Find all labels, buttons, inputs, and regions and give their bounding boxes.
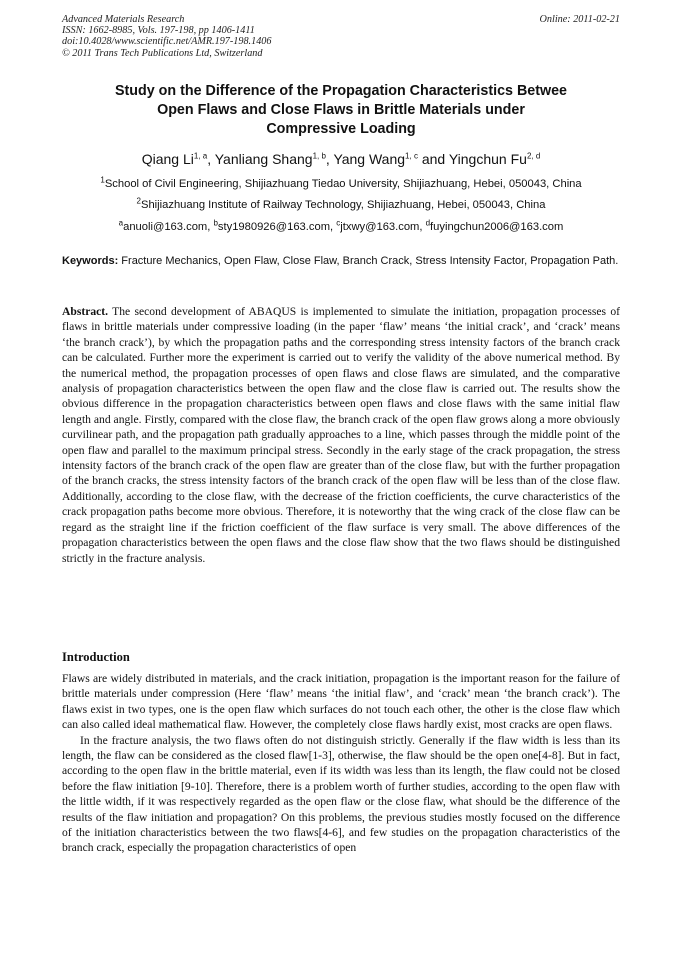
journal-header [62, 14, 620, 59]
copyright-line: © 2011 Trans Tech Publications Ltd, Switzerland [62, 47, 263, 59]
author-list [62, 150, 620, 168]
title-line: Study on the Difference of the Propagation Characteristics Betwee [114, 83, 568, 99]
introduction-body [62, 671, 620, 856]
keywords-label: Keywords: [62, 255, 119, 267]
title-line: Compressive Loading [266, 121, 416, 137]
paper-title [62, 82, 620, 139]
author-affiliation-marker: 1, b [312, 151, 326, 161]
author-name: Yanliang Shang [214, 151, 313, 167]
issn-line: ISSN: 1662-8985, Vols. 197-198, pp 1406-1411 [62, 25, 255, 37]
author-emails [62, 220, 620, 234]
affiliation-text: School of Civil Engineering, Shijiazhuang Tiedao University, Shijiazhuang, Hebei, 050043, China [104, 178, 582, 190]
affiliation-text: Shijiazhuang Institute of Railway Technology, Shijiazhuang, Hebei, 050043, China [140, 199, 546, 211]
affiliation-2 [62, 198, 620, 212]
email-link[interactable]: anuoli@163.com, [123, 221, 214, 233]
keywords-block [62, 255, 620, 269]
email-link[interactable]: jtxwy@163.com, [340, 221, 426, 233]
section-heading-introduction: Introduction [62, 650, 130, 664]
author-separator: , [207, 151, 215, 167]
author-affiliation-marker: 1, c [405, 151, 418, 161]
online-date: Online: 2011-02-21 [539, 14, 620, 25]
email-marker: c [336, 218, 341, 228]
doi-link[interactable]: doi:10.4028/www.scientific.net/AMR.197-198.1406 [62, 36, 272, 48]
author-name: Yang Wang [333, 151, 406, 167]
email-link[interactable]: fuyingchun2006@163.com [430, 221, 564, 233]
author-separator: , [325, 151, 334, 167]
author-separator: and [417, 151, 449, 167]
author-affiliation-marker: 1, a [193, 151, 208, 161]
keywords-text: Fracture Mechanics, Open Flaw, Close Flaw, Branch Crack, Stress Intensity Factor, Propagation Path. [118, 255, 619, 267]
email-marker: b [213, 218, 218, 228]
abstract-label: Abstract. [62, 305, 109, 318]
author-name: Qiang Li [141, 151, 194, 167]
email-marker: d [425, 218, 431, 228]
author-affiliation-marker: 2, d [526, 151, 541, 161]
affiliation-1 [62, 177, 620, 191]
email-link[interactable]: sty1980926@163.com, [217, 221, 337, 233]
author-name: Yingchun Fu [448, 151, 527, 167]
affiliation-marker: 1 [100, 175, 105, 185]
abstract-text: The second development of ABAQUS is implemented to simulate the initiation, propagation processes of flaws in brittle materials under compressive loading (in the paper ‘flaw’ means ‘the initial crack’, and ‘crack’ means ‘the branch crack’), by which the propagation paths and the corresponding stress intensity factors of the branch crack can be calculated. Further more the experiment is carried out to verify the validity of the above numerical method. By the numerical method, the propagation processes of open flaws and close flaws are simulated, and the comparative analysis of propagation characteristics between the open flaw and the close flaw is carried out. The results show the obvious difference in the propagation characteristics between open flaws and close flaws with the same initial flaw length and angle. Firstly, compared with the close flaw, the branch crack of the open flaw grows along a more obviously curvilinear path, and the propagation path gradually approaches to a line, which passes through the middle point of the open flaw and parallel to the maximum principal stress. Secondly in the early stage of the crack propagation, the stress intensity factors of the branch crack of the open flaw are greater than of the close flaw, but with the further propagation of the branch cracks, the stress intensity factors of the branch crack of the open flaw will be less than of the close flaw. Additionally, according to the close flaw, with the decrease of the friction coefficients, the curve characteristics of the crack propagation paths become more obvious. Therefore, it is noteworthy that the wing crack of the close flaw can be regard as the straight line if the friction coefficient of the flaw surface is very small. The above differences of the propagation characteristics between the open flaws and the close flaw show that the two flaws should be distinguished strictly in the fracture analysis. [62, 305, 620, 565]
journal-name: Advanced Materials Research [62, 14, 185, 25]
paragraph: Flaws are widely distributed in materials, and the crack initiation, propagation is the important reason for the failure of brittle materials under compression (Here ‘flaw’ means ‘the initial flaw’, and ‘crack’ mean ‘the branch crack’). The flaws exist in two types, one is the open flaw which surfaces do not touch each other, the other is the close flaw which can also called ideal mathematical flaw. However, the completely close flaws hardly exist, most cracks are open flaws. [62, 672, 620, 732]
title-line: Open Flaws and Close Flaws in Brittle Materials under [157, 102, 525, 118]
email-marker: a [118, 218, 124, 228]
abstract-block [62, 304, 620, 566]
paragraph: In the fracture analysis, the two flaws often do not distinguish strictly. Generally if the flaw width is less than its length, the flaw can be considered as the closed flaw[1-3], otherwise, the flaw should be the open one[4-8]. But in fact, according to the open flaw in the brittle material, even if its width was less than its length, the flaw could not be closed before the flaw initiation [9-10]. Therefore, there is a problem worth of further studies, according to the open flaw with the little width, if it was respectively regarded as the open flaw or the close flaw, what should be the difference of the results of the flaw initiation and propagation? On this problems, the previous studies mostly focused on the difference of the initiation characteristics between the two flaws[4-6], and few studies on the propagation characteristics of the branch crack, especially the propagation characteristics of open [62, 733, 620, 855]
affiliation-marker: 2 [136, 196, 141, 206]
